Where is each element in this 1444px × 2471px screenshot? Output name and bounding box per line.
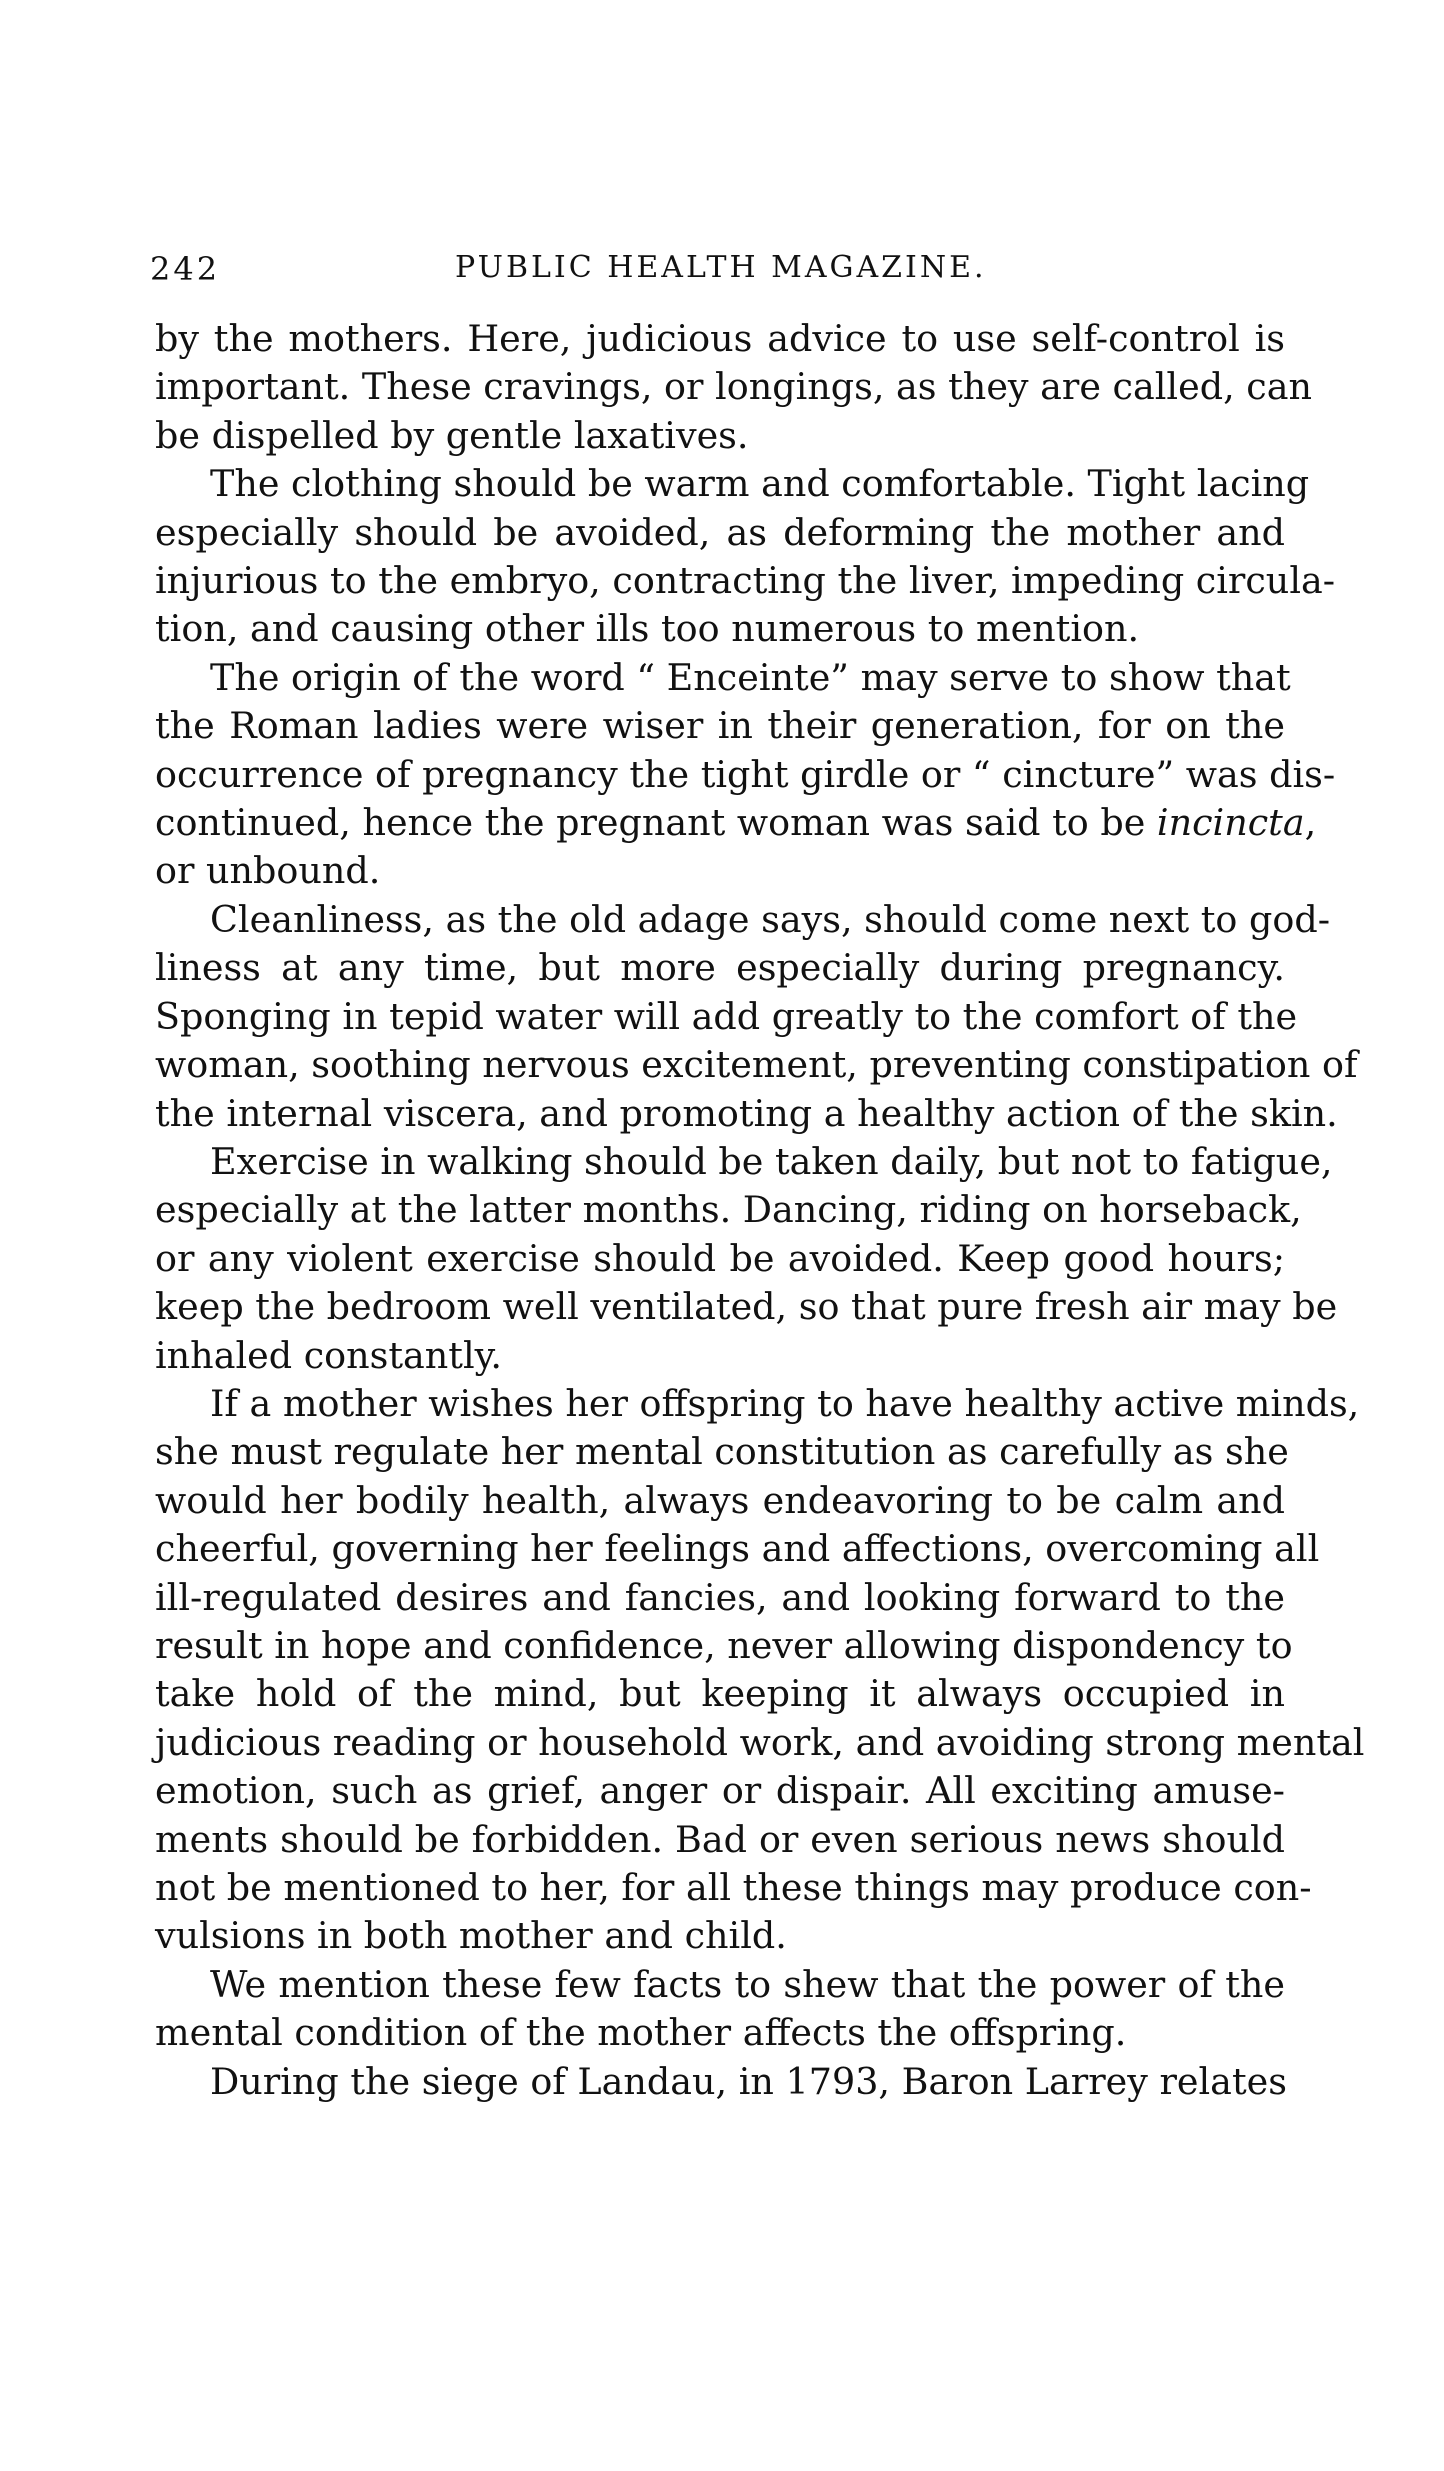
text-line: cheerful, governing her feelings and affections, overcoming all	[155, 1527, 1320, 1571]
text-line: be dispelled by gentle laxatives.	[155, 413, 749, 457]
text-line: especially at the latter months. Dancing, riding on horseback,	[155, 1188, 1302, 1232]
text-line: mental condition of the mother affects the offspring.	[155, 2011, 1127, 2055]
text-line: by the mothers. Here, judicious advice to use self-control is	[155, 317, 1285, 360]
text-line: or unbound.	[155, 849, 381, 893]
paragraph	[155, 2058, 1285, 2106]
paragraph	[155, 1380, 1365, 1961]
paragraph	[155, 896, 1358, 1138]
paragraph	[155, 654, 1336, 896]
text-line: The origin of the word “ Enceinte” may serve to show that	[210, 655, 1291, 699]
text-line: emotion, such as grief, anger or dispair. All exciting amuse-	[155, 1769, 1285, 1813]
paragraph	[155, 1961, 1285, 2058]
text-line: occurrence of pregnancy the tight girdle or “ cincture” was dis-	[155, 752, 1336, 796]
text-line: would her bodily health, always endeavoring to be calm and	[155, 1478, 1285, 1522]
text-line: woman, soothing nervous excitement, preventing constipation of	[155, 1043, 1358, 1087]
text-line: Cleanliness, as the old adage says, should come next to god-	[210, 897, 1331, 941]
text-line: the Roman ladies were wiser in their generation, for on the	[155, 704, 1285, 748]
text-line: keep the bedroom well ventilated, so that pure fresh air may be	[155, 1285, 1338, 1329]
text-line: not be mentioned to her, for all these things may produce con-	[155, 1866, 1312, 1909]
text-line: especially should be avoided, as deforming the mother and	[155, 510, 1285, 554]
text-line: take hold of the mind, but keeping it always occupied in	[155, 1672, 1285, 1716]
body-text	[155, 315, 1365, 2106]
text-line: continued, hence the pregnant woman was said to be incincta,	[155, 801, 1317, 845]
text-line: Exercise in walking should be taken daily, but not to fatigue,	[210, 1139, 1333, 1183]
text-line: judicious reading or household work, and avoiding strong mental	[155, 1720, 1365, 1764]
paragraph	[155, 1138, 1338, 1380]
page-number: 242	[150, 250, 221, 288]
text-line: injurious to the embryo, contracting the liver, impeding circula-	[155, 559, 1336, 603]
text-line: We mention these few facts to shew that the power of the	[210, 1962, 1285, 2006]
text-line: or any violent exercise should be avoided. Keep good hours;	[155, 1236, 1285, 1280]
text-line: the internal viscera, and promoting a healthy action of the skin.	[155, 1091, 1338, 1135]
text-line: tion, and causing other ills too numerous to mention.	[155, 607, 1140, 651]
text-line: Sponging in tepid water will add greatly to the comfort of the	[155, 994, 1298, 1038]
paragraph	[155, 315, 1312, 460]
text-line: ments should be forbidden. Bad or even serious news should	[155, 1817, 1285, 1861]
text-line: During the siege of Landau, in 1793, Baron Larrey relates	[210, 2059, 1287, 2103]
text-line: ill-regulated desires and fancies, and looking forward to the	[155, 1575, 1285, 1619]
text-line: liness at any time, but more especially during pregnancy.	[155, 946, 1285, 990]
text-line: result in hope and confidence, never allowing dispondency to	[155, 1623, 1293, 1667]
text-line: If a mother wishes her offspring to have healthy active minds,	[210, 1381, 1360, 1425]
page-header	[150, 250, 1280, 290]
text-line: vulsions in both mother and child.	[155, 1914, 787, 1958]
text-line: inhaled constantly.	[155, 1333, 502, 1377]
text-line: The clothing should be warm and comfortable. Tight lacing	[210, 462, 1310, 506]
text-line: important. These cravings, or longings, as they are called, can	[155, 365, 1312, 409]
running-head: PUBLIC HEALTH MAGAZINE.	[455, 250, 987, 285]
text-line: she must regulate her mental constitution as carefully as she	[155, 1430, 1289, 1474]
paragraph	[155, 460, 1336, 654]
